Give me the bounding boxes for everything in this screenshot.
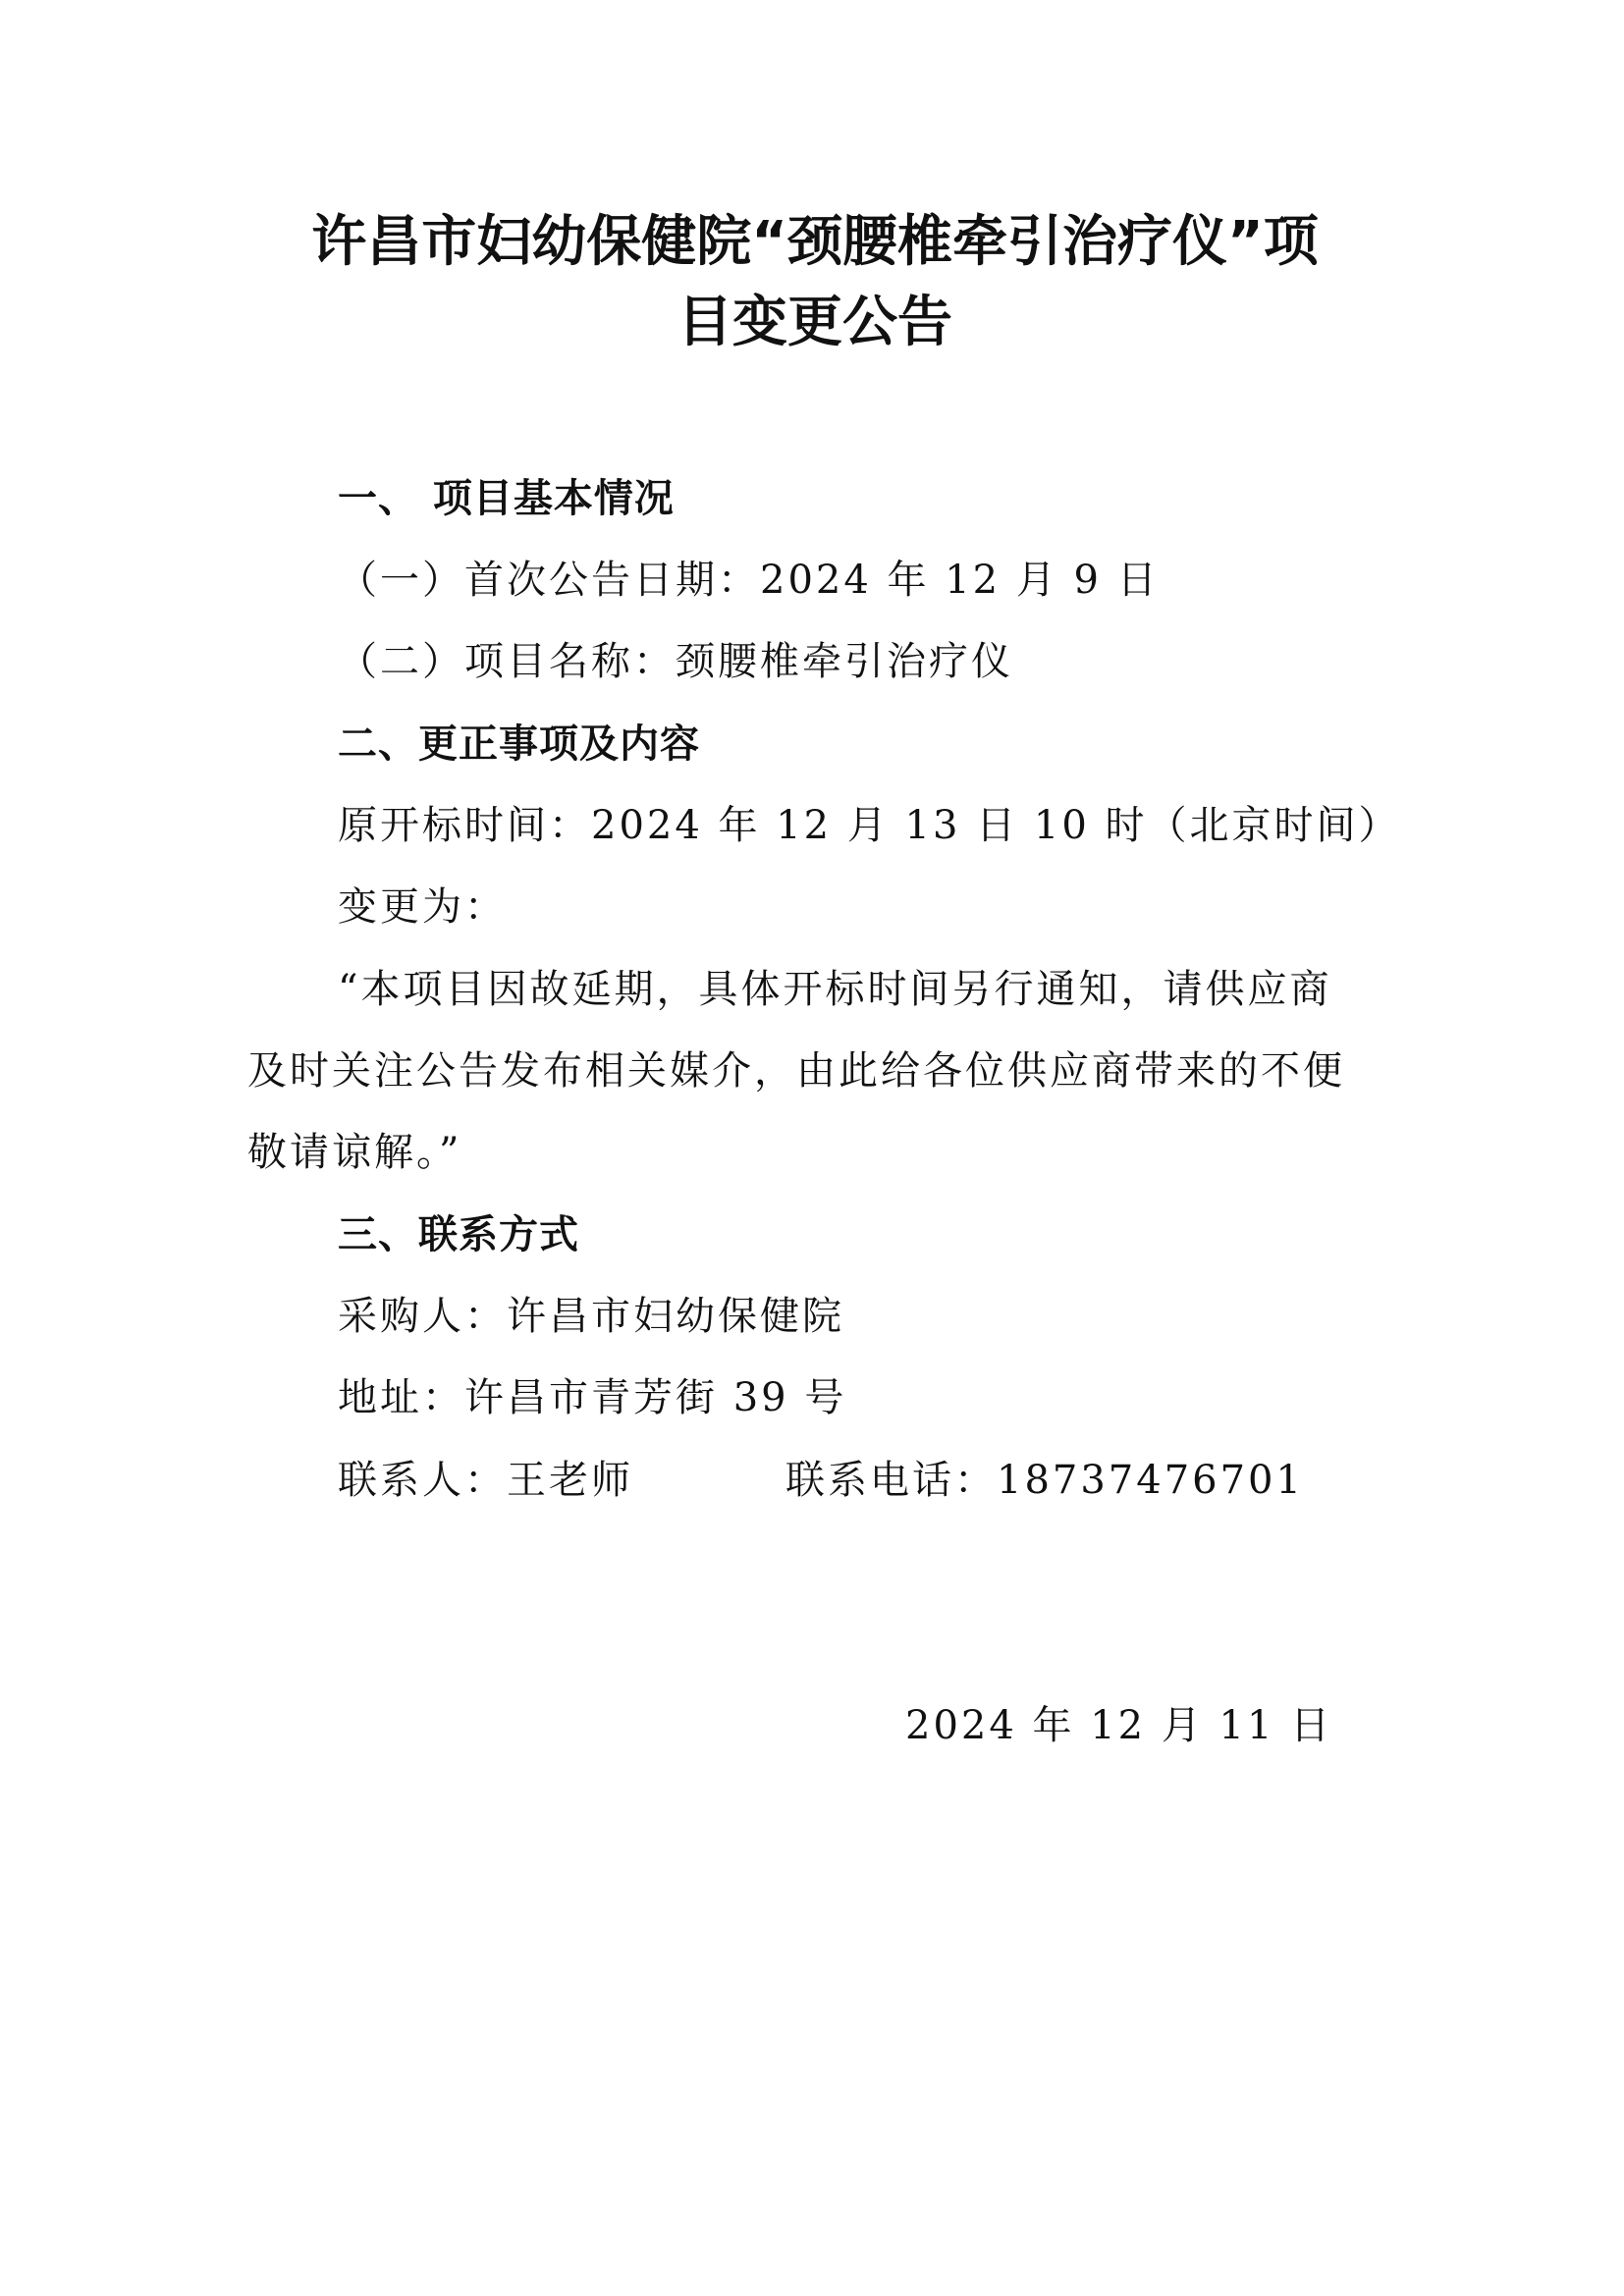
notice-text-line1: “本项目因故延期，具体开标时间另行通知，请供应商 bbox=[338, 967, 1332, 1012]
changed-to-label: 变更为： bbox=[338, 884, 507, 930]
document-title-line1: 许昌市妇幼保健院“颈腰椎牵引治疗仪”项 bbox=[311, 210, 1319, 274]
section3-heading: 三、联系方式 bbox=[338, 1212, 579, 1257]
first-notice-date: （一）首次公告日期：2024 年 12 月 9 日 bbox=[338, 558, 1160, 603]
address: 地址：许昌市青芳街 39 号 bbox=[338, 1375, 847, 1420]
notice-text-line3: 敬请谅解。” bbox=[247, 1130, 462, 1175]
contact-person: 联系人：王老师 bbox=[338, 1458, 633, 1503]
project-name: （二）项目名称：颈腰椎牵引治疗仪 bbox=[338, 639, 1013, 684]
issue-date: 2024 年 12 月 11 日 bbox=[905, 1703, 1333, 1748]
purchaser: 采购人：许昌市妇幼保健院 bbox=[338, 1294, 844, 1339]
notice-text-line2: 及时关注公告发布相关媒介，由此给各位供应商带来的不便 bbox=[247, 1048, 1345, 1094]
section1-heading: 一、 项目基本情况 bbox=[338, 476, 675, 521]
contact-phone: 联系电话：18737476701 bbox=[785, 1458, 1304, 1503]
section2-heading: 二、更正事项及内容 bbox=[338, 721, 700, 767]
document-title-line2: 目变更公告 bbox=[677, 291, 952, 354]
original-bid-time: 原开标时间：2024 年 12 月 13 日 10 时（北京时间） bbox=[338, 803, 1401, 848]
